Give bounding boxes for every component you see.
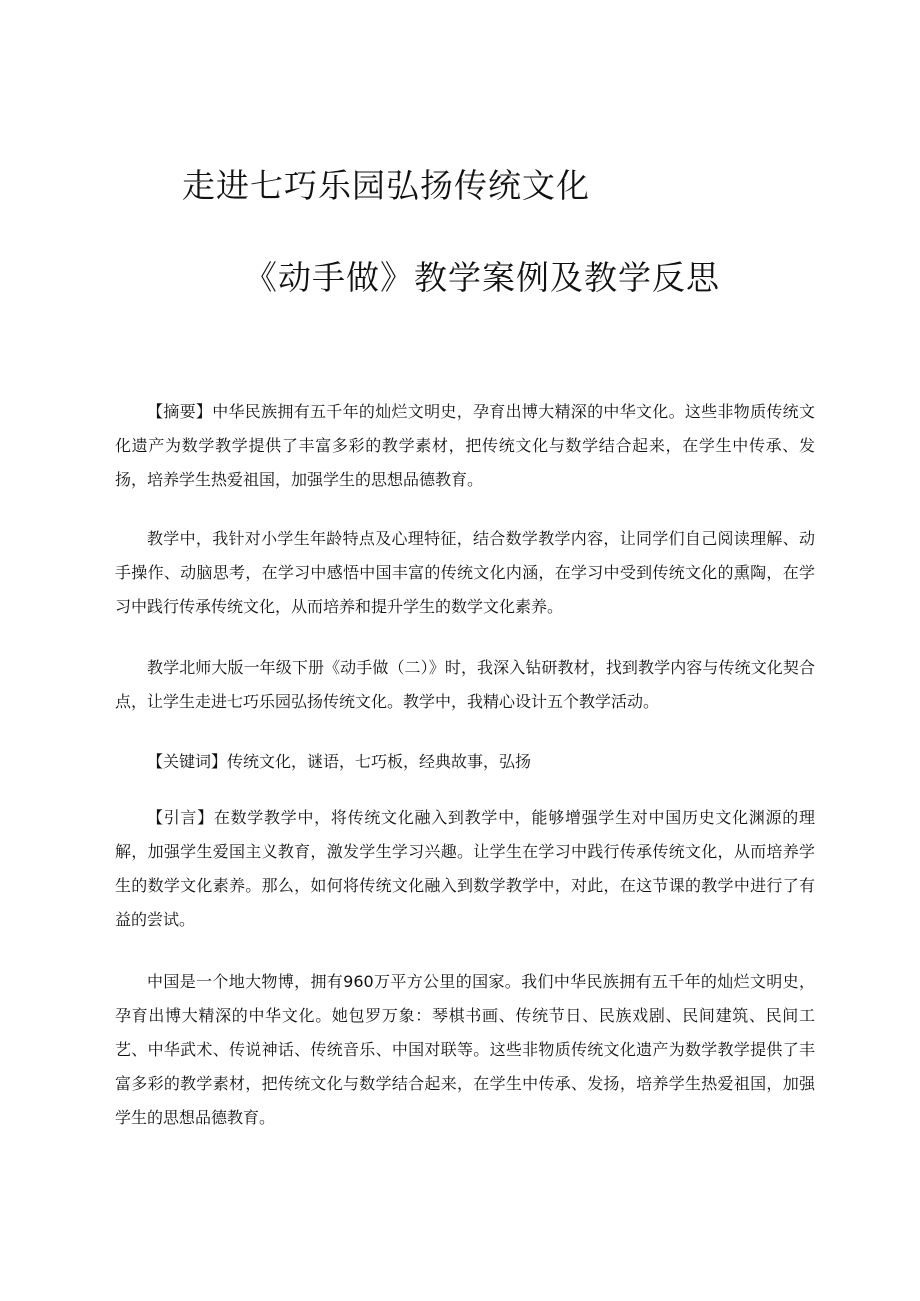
teaching-paragraph-1: 教学中，我针对小学生年龄特点及心理特征，结合数学教学内容，让同学们自己阅读理解、动手操作、动脑思考，在学习中感悟中国丰富的传统文化内涵，在学习中受到传统文化的熏陶，在学习中践行传承传统文化，从而培养和提升学生的数学文化素养。: [115, 529, 815, 616]
teaching-paragraph-2: 教学北师大版一年级下册《动手做（二）》时，我深入钻研教材，找到教学内容与传统文化契合点，让学生走进七巧乐园弘扬传统文化。教学中，我精心设计五个教学活动。: [115, 658, 815, 711]
document-title-line-1: 走进七巧乐园弘扬传统文化: [182, 166, 590, 205]
china-culture-paragraph: 中国是一个地大物博，拥有960万平方公里的国家。我们中华民族拥有五千年的灿烂文明史，孕育出博大精深的中华文化。她包罗万象：琴棋书画、传统节日、民族戏剧、民间建筑、民间工艺、中华武术、传说神话、传统音乐、中国对联等。这些非物质传统文化遗产为数学教学提供了丰富多彩的教学素材，把传统文化与数学结合起来，在学生中传承、发扬，培养学生热爱祖国，加强学生的思想品德教育。: [115, 972, 815, 1127]
document-title-line-2: 《动手做》教学案例及教学反思: [244, 258, 720, 297]
introduction-paragraph: 【引言】在数学教学中，将传统文化融入到教学中，能够增强学生对中国历史文化渊源的理解，加强学生爱国主义教育，激发学生学习兴趣。让学生在学习中践行传承传统文化，从而培养学生的数学文化素养。那么，如何将传统文化融入到数学教学中，对此，在这节课的教学中进行了有益的尝试。: [115, 808, 815, 929]
abstract-paragraph: 【摘要】中华民族拥有五千年的灿烂文明史，孕育出博大精深的中华文化。这些非物质传统文化遗产为数学教学提供了丰富多彩的教学素材，把传统文化与数学结合起来，在学生中传承、发扬，培养学生热爱祖国，加强学生的思想品德教育。: [115, 402, 815, 489]
keywords-paragraph: 【关键词】传统文化，谜语，七巧板，经典故事，弘扬: [147, 752, 532, 771]
